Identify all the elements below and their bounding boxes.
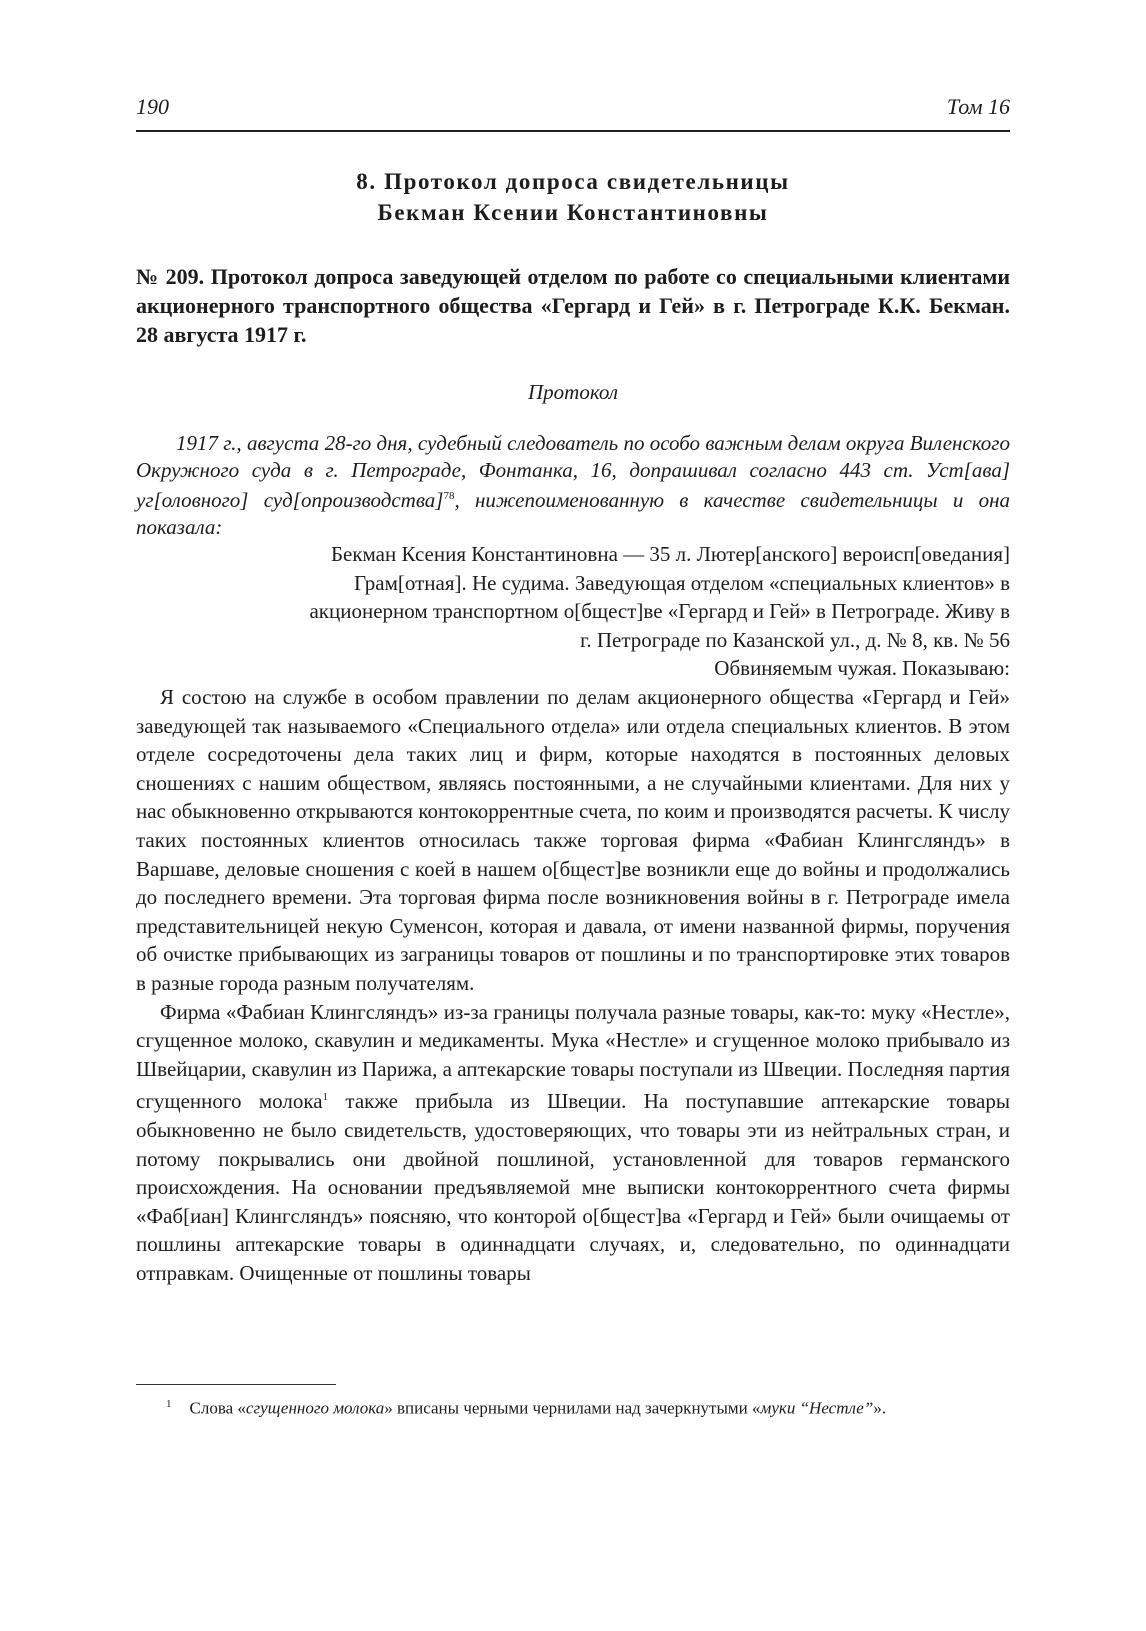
witness-line: Обвиняемым чужая. Показываю: — [714, 656, 1010, 680]
witness-info — [172, 540, 1010, 683]
witness-line: акционерном транспортном о[бщест]ве «Гергард и Гей» в Петрограде. Живу в — [309, 599, 1010, 623]
footnote — [136, 1392, 1010, 1421]
section-title-line1: 8. Протокол допроса свидетельницы — [356, 169, 790, 194]
testimony-paragraph: Я состою на службе в особом правлении по делам акционерного общества «Гергард и Гей» заведующей так называемого «Специального отдела» или отдела специальных клиентов. В этом отделе сосредоточены дела таких лиц и фирм, которые находятся в постоянных деловых сношениях с нашим обществом, являясь постоянными, а не случайными клиентами. Для них у нас обыкновенно открываются контокоррентные счета, по коим и производятся расчеты. К числу таких постоянных клиентов относилась также торговая фирма «Фабиан Клингсляндъ» в Варшаве, деловые сношения с коей в нашем о[бщест]ве возникли еще до войны и продолжались до последнего времени. Эта торговая фирма после возникновения войны в г. Петрограде имела представительницей некую Суменсон, которая и давала, от имени названной фирмы, поручения об очистке прибывающих из заграницы товаров от пошлины и по транспортировке этих товаров в разные города разным получателям. — [136, 685, 1010, 995]
header-rule — [136, 130, 1010, 132]
intro-paragraph — [136, 430, 1010, 540]
endnote-ref: 78 — [443, 490, 455, 502]
witness-line: Грам[отная]. Не судима. Заведующая отделом «специальных клиентов» в — [353, 570, 1010, 595]
footnote-text: » вписаны черными чернилами над зачеркнутыми « — [384, 1398, 761, 1418]
paragraph-text: также прибыла из Швеции. На поступавшие аптекарские товары обыкновенно не было свидетельств, удостоверяющих, что товары эти из нейтральных стран, и потому покрывались они двойной пошлиной, установленной для товаров германского происхождения. На основании предъявляемой мне выписки контокоррентного счета фирмы «Фаб[иан] Клингсляндъ» поясняю, что конторой о[бщест]ва «Гергард и Гей» были очищаемы от пошлины аптекарские товары в одиннадцати случаях, и, следовательно, по одиннадцати отправкам. Очищенные от пошлины товары — [136, 1089, 1010, 1285]
volume-label: Том 16 — [946, 94, 1010, 119]
page-header — [136, 94, 1010, 128]
footnote-italic: муки “Нестле” — [760, 1398, 874, 1418]
footnote-text: ». — [873, 1398, 887, 1418]
footnote-rule — [136, 1384, 336, 1385]
testimony-paragraph — [136, 998, 1010, 1288]
testimony-body — [136, 683, 1010, 1287]
page-number: 190 — [136, 94, 169, 119]
paragraph-text: Фирма «Фабиан Клингсляндъ» из-за границы получала разные товары, как-то: муку «Нестле», сгущенное молоко, скавулин и медикаменты. Мука «Нестле» и сгущенное молоко прибывало из Швейцарии, скавулин из Парижа, а аптекарские товары поступали из Швеции. Последняя партия сгущенного молока — [136, 999, 1010, 1114]
intro-text-end: , нижепоименованную в качестве свидетельницы и она показала: — [136, 488, 1010, 539]
witness-line: Бекман Ксения Константиновна — 35 л. Лютер[анского] вероисп[оведания] — [330, 542, 1010, 566]
footnote-italic: сгущенного молока — [245, 1398, 385, 1418]
witness-line: г. Петрограде по Казанской ул., д. № 8, кв. № 56 — [580, 627, 1010, 652]
document-title: № 209. Протокол допроса заведующей отделом по работе со специальными клиентами акционерного транспортного общества «Гергард и Гей» в г. Петрограде К.К. Бекман. 28 августа 1917 г. — [136, 264, 1010, 347]
protocol-label: Протокол — [528, 380, 618, 404]
section-title-line2: Бекман Ксении Константиновны — [377, 200, 769, 225]
footnote-text: Слова « — [189, 1398, 246, 1418]
footnote-ref: 1 — [322, 1091, 329, 1104]
footnote-number: 1 — [166, 1398, 172, 1410]
section-title — [136, 166, 1010, 228]
intro-text: 1917 г., августа 28-го дня, судебный следователь по особо важным делам округа Виленского Окружного суда в г. Петрограде, Фонтанка, 16, допрашивал согласно 443 ст. Уст[ава] уг[оловного] суд[опроизводства] — [136, 431, 1010, 512]
